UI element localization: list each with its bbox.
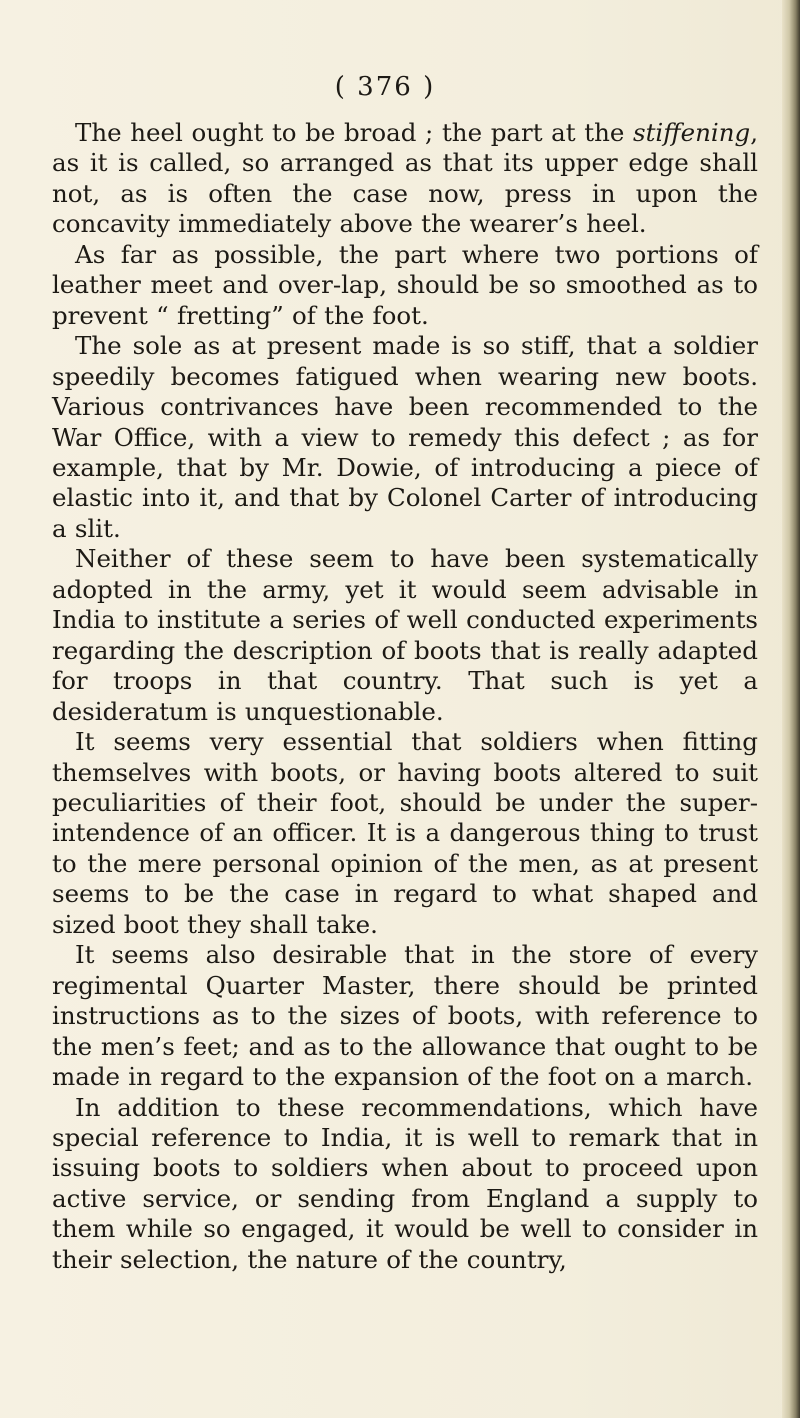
paragraph-quarter-master: It seems also desirable that in the store of every regimental Quarter Master, there should be printed instructions as to the sizes of boots, with reference to the men’s feet; and as to the allowance that ought to be made in regard to the expansion of the foot on a march.	[52, 940, 758, 1092]
paragraph-heel-after: , as it is called, so arranged as that its upper edge shall not, as is often the case now, press in upon the concavity immediately above the wearer’s heel.	[52, 118, 758, 239]
body-text	[52, 118, 758, 1275]
book-spine-shadow	[782, 0, 800, 1418]
paragraph-leather: As far as possible, the part where two portions of leather meet and over-lap, should be so smoothed as to prevent “ fretting” of the foot.	[52, 239, 758, 330]
paragraph-addition: In addition to these recommendations, which have special reference to India, it is well to remark that in issuing boots to soldiers when about to proceed upon active service, or sending from England a supply to them while so engaged, it would be well to consider in their selection, the nature of the country,	[52, 1092, 758, 1274]
page-number: ( 376 )	[334, 72, 436, 102]
paragraph-heel-before: The heel ought to be broad ; the part at the	[75, 118, 633, 147]
paragraph-heel-emphasis: stiffening	[633, 118, 751, 147]
paragraph-neither: Neither of these seem to have been systematically adopted in the army, yet it would seem advisable in India to institute a series of well conducted experiments regarding the description of boots that is really adapted for troops in that country. That such is yet a desideratum is unquestionable.	[52, 544, 758, 726]
paragraph-sole: The sole as at present made is so stiff, that a soldier speedily becomes fatigued when wearing new boots. Various contrivances have been recommended to the War Office, with a view to remedy this defect ; as for example, that by Mr. Dowie, of introducing a piece of elastic into it, and that by Colonel Carter of introducing a slit.	[52, 331, 758, 543]
paragraph-heel	[52, 118, 758, 240]
paragraph-fitting: It seems very essential that soldiers when fitting themselves with boots, or having boots altered to suit peculiarities of their foot, should be under the superintendence of an officer. It is a dangerous thing to trust to the mere personal opinion of the men, as at present seems to be the case in regard to what shaped and sized boot they shall take.	[52, 727, 758, 939]
